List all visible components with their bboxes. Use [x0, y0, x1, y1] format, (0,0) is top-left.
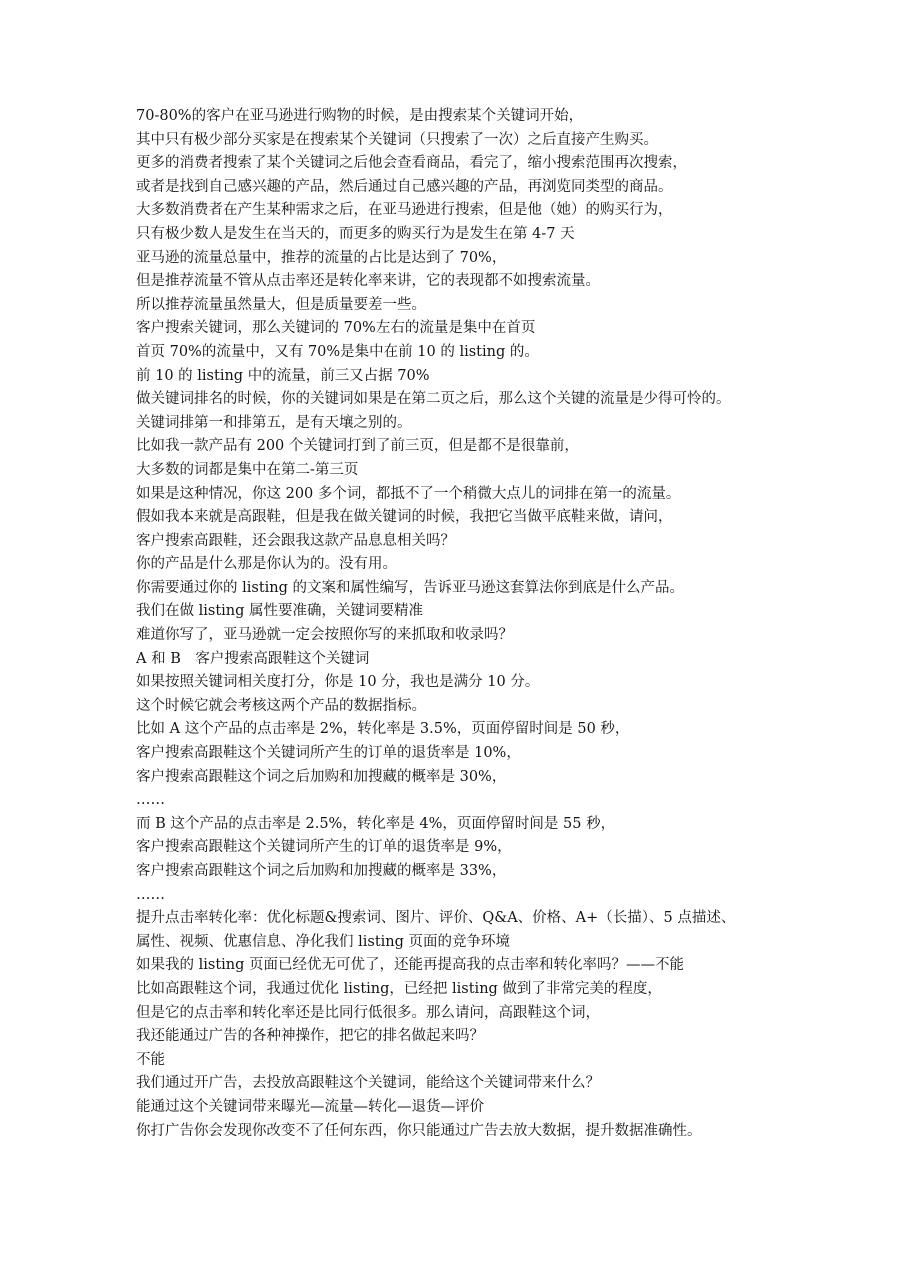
text-line: 客户搜索高跟鞋这个关键词所产生的订单的退货率是 9%， — [136, 839, 512, 856]
text-line: 客户搜索高跟鞋，还会跟我这款产品息息相关吗？ — [136, 532, 455, 549]
text-line: 客户搜索高跟鞋这个词之后加购和加搜藏的概率是 30%， — [136, 768, 507, 785]
text-line: 我们通过开广告，去投放高跟鞋这个关键词，能给这个关键词带来什么？ — [136, 1075, 600, 1092]
text-line: 你打广告你会发现你改变不了任何东西，你只能通过广告去放大数据，提升数据准确性。 — [136, 1122, 702, 1139]
text-line: 做关键词排名的时候，你的关键词如果是在第二页之后，那么这个关键的流量是少得可怜的。 — [136, 391, 731, 408]
text-line: …… — [136, 886, 165, 903]
text-line: 70-80%的客户在亚马逊进行购物的时候，是由搜索某个关键词开始， — [136, 108, 584, 124]
text-line: 我还能通过广告的各种神操作，把它的排名做起来吗？ — [136, 1028, 484, 1045]
text-line: 你的产品是什么那是你认为的。没有用。 — [136, 556, 397, 573]
text-line: 假如我本来就是高跟鞋，但是我在做关键词的时候，我把它当做平底鞋来做，请问， — [136, 509, 673, 526]
text-line: 属性、视频、优惠信息、净化我们 listing 页面的竞争环境 — [136, 933, 511, 950]
text-line: 客户搜索关键词，那么关键词的 70%左右的流量是集中在首页 — [136, 320, 536, 337]
text-line: …… — [136, 792, 165, 809]
text-line: 首页 70%的流量中，又有 70%是集中在前 10 的 listing 的。 — [136, 343, 539, 360]
document-body — [136, 105, 776, 1143]
text-line: 提升点击率转化率：优化标题&搜索词、图片、评价、Q&A、价格、A+（长描）、5 点描述、 — [136, 910, 736, 927]
text-line: 更多的消费者搜索了某个关键词之后他会查看商品，看完了，缩小搜索范围再次搜索， — [136, 155, 687, 172]
text-line: 这个时候它就会考核这两个产品的数据指标。 — [136, 697, 426, 714]
text-line: 但是它的点击率和转化率还是比同行低很多。那么请问，高跟鞋这个词， — [136, 1004, 600, 1021]
text-line: 前 10 的 listing 中的流量，前三又占据 70% — [136, 367, 430, 384]
text-line: 能通过这个关键词带来曝光—流量—转化—退货—评价 — [136, 1098, 484, 1115]
text-line: 比如高跟鞋这个词，我通过优化 listing，已经把 listing 做到了非常完美的程度， — [136, 980, 662, 997]
text-line: 大多数消费者在产生某种需求之后，在亚马逊进行搜索，但是他（她）的购买行为， — [136, 202, 673, 219]
text-line: 大多数的词都是集中在第二-第三页 — [136, 461, 359, 478]
text-line: 如果按照关键词相关度打分，你是 10 分，我也是满分 10 分。 — [136, 674, 540, 691]
text-line: 只有极少数人是发生在当天的，而更多的购买行为是发生在第 4-7 天 — [136, 225, 575, 242]
text-line: 客户搜索高跟鞋这个关键词所产生的订单的退货率是 10%， — [136, 745, 521, 762]
text-line: 但是推荐流量不管从点击率还是转化率来讲，它的表现都不如搜索流量。 — [136, 273, 600, 290]
text-line: 如果是这种情况，你这 200 多个词，都抵不了一个稍微大点儿的词排在第一的流量。 — [136, 485, 681, 502]
text-line: 客户搜索高跟鞋这个词之后加购和加搜藏的概率是 33%， — [136, 863, 507, 879]
text-line: 难道你写了，亚马逊就一定会按照你写的来抓取和收录吗？ — [136, 627, 513, 644]
text-line: 不能 — [136, 1051, 165, 1068]
text-line: 比如我一款产品有 200 个关键词打到了前三页，但是都不是很靠前， — [136, 438, 579, 455]
text-line: 你需要通过你的 listing 的文案和属性编写，告诉亚马逊这套算法你到底是什么产品。 — [136, 579, 685, 596]
text-line: 所以推荐流量虽然量大，但是质量要差一些。 — [136, 296, 426, 313]
text-line: 关键词排第一和排第五，是有天壤之别的。 — [136, 414, 412, 431]
text-line: A 和 B 客户搜索高跟鞋这个关键词 — [136, 650, 370, 667]
text-line: 而 B 这个产品的点击率是 2.5%，转化率是 4%，页面停留时间是 55 秒， — [136, 815, 616, 832]
text-line: 比如 A 这个产品的点击率是 2%，转化率是 3.5%，页面停留时间是 50 秒， — [136, 721, 630, 738]
text-line: 或者是找到自己感兴趣的产品，然后通过自己感兴趣的产品，再浏览同类型的商品。 — [136, 178, 673, 195]
text-line: 其中只有极少部分买家是在搜索某个关键词（只搜索了一次）之后直接产生购买。 — [136, 131, 658, 148]
text-line: 我们在做 listing 属性要准确，关键词要精准 — [136, 603, 424, 620]
text-line: 亚马逊的流量总量中，推荐的流量的占比是达到了 70%， — [136, 249, 507, 266]
text-line: 如果我的 listing 页面已经优无可优了，还能再提高我的点击率和转化率吗？——不能 — [136, 957, 685, 974]
